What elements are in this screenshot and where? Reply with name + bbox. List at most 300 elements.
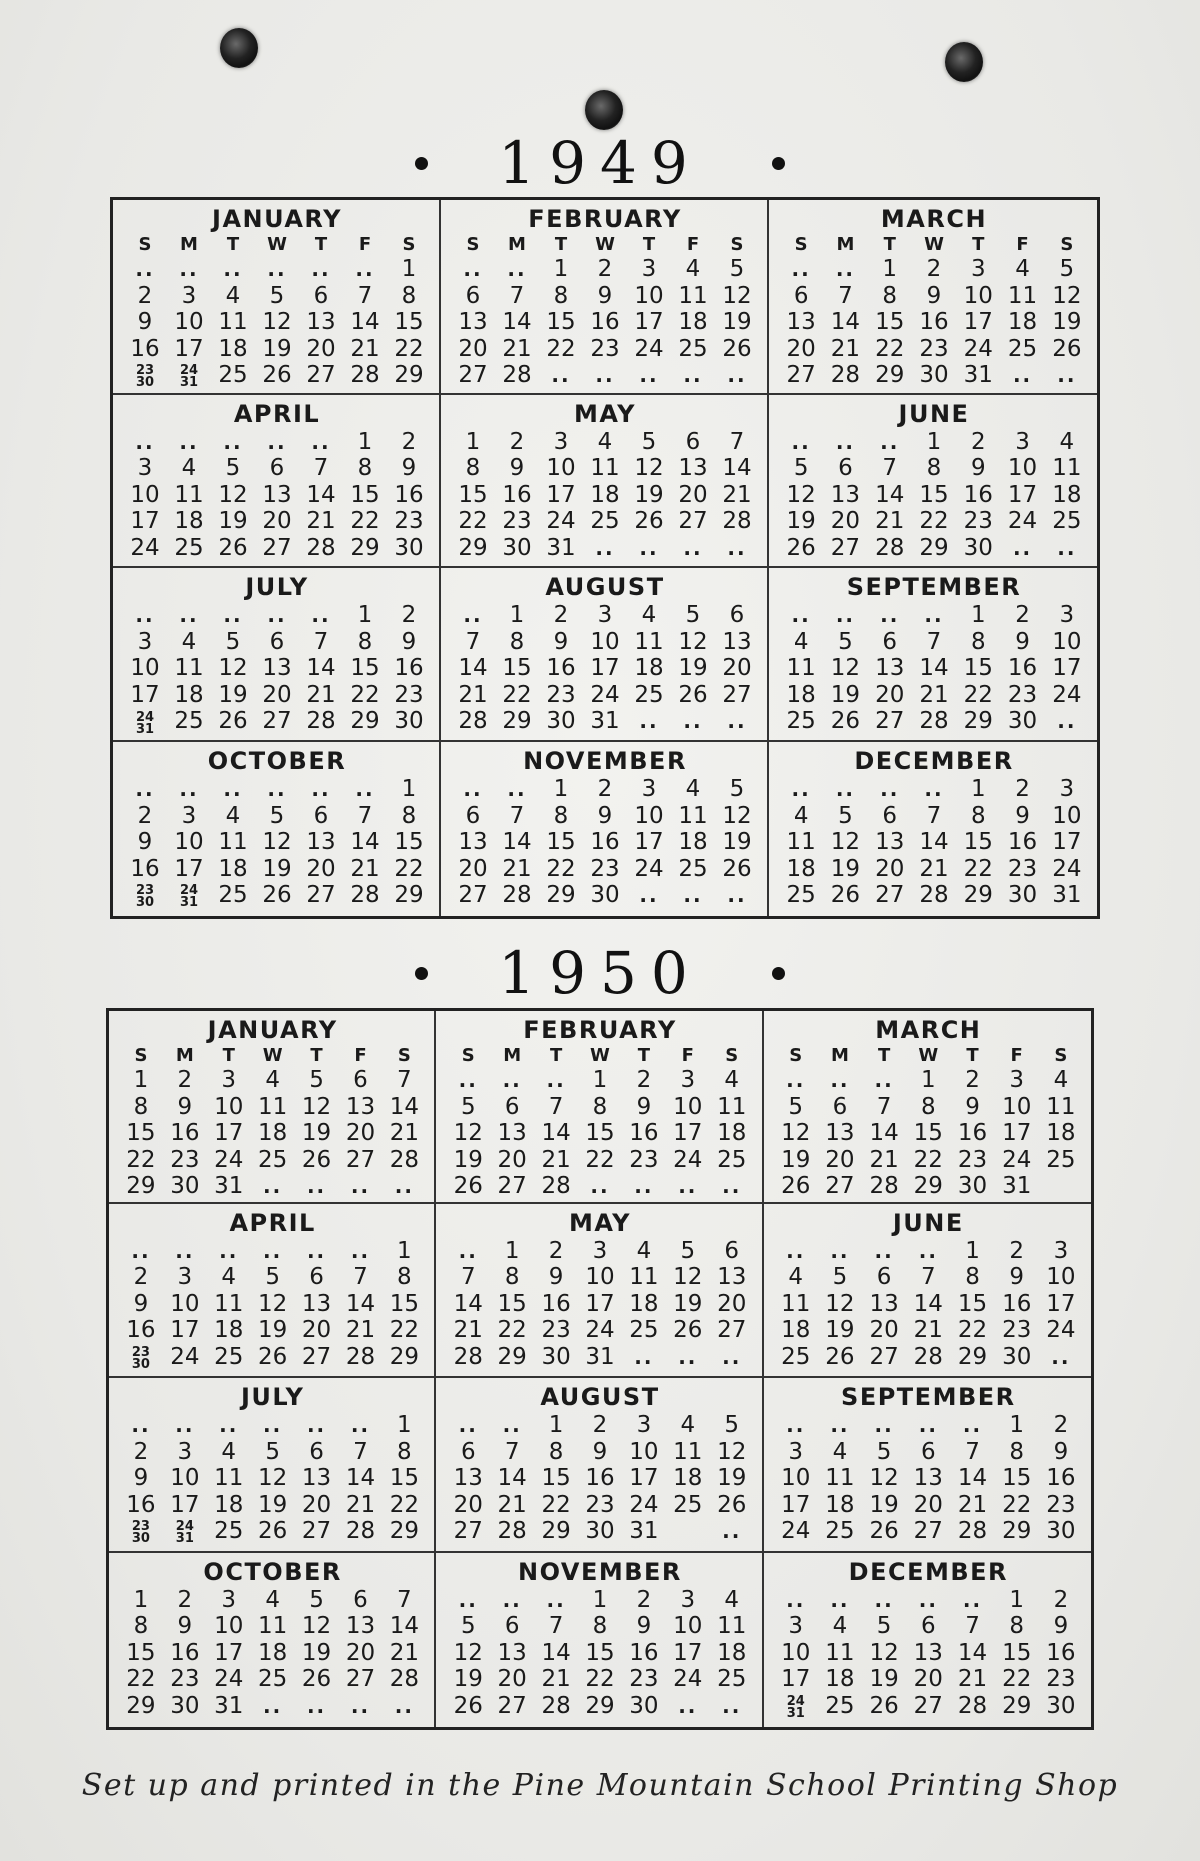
day-cell: 24 (1007, 508, 1038, 534)
month-july (113, 568, 441, 742)
day-cell: 9 (636, 1093, 652, 1120)
day-cell: 20 (301, 1491, 332, 1518)
day-cell: 23 (394, 508, 424, 534)
day-cell: 3 (553, 428, 569, 455)
day-cell: 12 (301, 1093, 332, 1120)
day-cell-blank: .. (874, 1413, 894, 1437)
day-cell: 3 (788, 1613, 804, 1639)
stacked-day: 30 (131, 1356, 150, 1372)
day-cell: 28 (957, 1692, 988, 1719)
day-cell-combined (167, 882, 211, 911)
day-cell: 2 (133, 1264, 149, 1290)
day-cell: 12 (262, 309, 292, 335)
day-cell: 4 (641, 602, 657, 629)
week-row (779, 882, 1089, 909)
day-cell: 20 (678, 481, 708, 508)
day-cell-blank: .. (918, 1238, 938, 1263)
day-cell: 25 (825, 1518, 855, 1544)
day-cell: 16 (1002, 1290, 1032, 1317)
month-name: MARCH (880, 205, 988, 233)
day-cell: 20 (301, 1317, 332, 1343)
day-cell-blank: .. (175, 1413, 195, 1437)
weekday-label: M (836, 234, 855, 255)
day-cell-blank: .. (722, 1174, 742, 1198)
month-name: OCTOBER (203, 1557, 342, 1586)
month-april (109, 1204, 436, 1379)
day-cell: 6 (269, 455, 285, 481)
day-cell-combined (123, 362, 167, 391)
day-cell-blank: .. (786, 1587, 806, 1612)
day-cell: 6 (313, 802, 329, 829)
day-cell: 31 (629, 1518, 659, 1544)
week-row (451, 629, 759, 656)
day-cell: 13 (497, 1639, 527, 1666)
day-cell: 8 (965, 1264, 980, 1290)
day-cell: 18 (1052, 481, 1082, 508)
day-cell-blank: .. (350, 1693, 371, 1718)
day-cell: 29 (350, 708, 380, 735)
day-cell-blank: .. (924, 603, 944, 628)
weekday-header (774, 1045, 1083, 1067)
month-february (436, 1011, 763, 1204)
day-cell-blank: .. (727, 709, 747, 734)
day-cell: 3 (597, 602, 613, 629)
day-cell: 1 (1009, 1412, 1025, 1438)
day-cell: 2 (636, 1586, 652, 1613)
day-cell-blank: .. (639, 883, 659, 908)
day-cell: 21 (389, 1120, 420, 1146)
day-cell: 25 (174, 708, 204, 735)
week-row (779, 682, 1089, 709)
day-cell: 21 (722, 481, 752, 508)
day-cell: 24 (634, 335, 664, 362)
day-cell: 26 (781, 1173, 811, 1199)
week-row (119, 1439, 426, 1466)
month-june (764, 1204, 1091, 1379)
day-cell: 14 (722, 455, 752, 481)
day-cell: 12 (453, 1639, 483, 1666)
day-cell: 27 (825, 1173, 855, 1199)
day-cell: 1 (1009, 1586, 1025, 1613)
day-cell: 19 (301, 1639, 332, 1666)
day-cell: 22 (502, 681, 532, 708)
week-row (123, 283, 431, 310)
day-cell-blank: .. (918, 1587, 938, 1612)
day-cell: 13 (301, 1465, 332, 1491)
week-row (119, 1147, 426, 1174)
day-cell: 3 (680, 1586, 696, 1613)
day-cell: 20 (345, 1120, 376, 1146)
day-cell: 29 (1002, 1692, 1032, 1719)
day-cell: 21 (345, 1317, 376, 1343)
day-cell: 5 (680, 1237, 696, 1264)
week-row (451, 455, 759, 482)
day-cell: 3 (970, 256, 986, 282)
day-cell-blank: .. (683, 363, 703, 387)
week-row (779, 856, 1089, 883)
day-cell: 17 (1052, 655, 1082, 682)
day-cell: 27 (717, 1317, 747, 1343)
day-cell: 10 (673, 1093, 703, 1120)
day-cell: 21 (502, 855, 532, 882)
weekday-label: W (262, 1045, 283, 1066)
day-cell-blank: .. (1057, 535, 1077, 560)
weekday-label: W (918, 1045, 939, 1066)
day-cell: 27 (497, 1692, 527, 1719)
day-cell: 19 (634, 481, 664, 508)
week-row (451, 882, 759, 909)
day-cell: 7 (882, 455, 898, 481)
week-row (451, 803, 759, 830)
day-cell: 30 (394, 708, 424, 735)
day-cell: 25 (786, 882, 816, 909)
day-cell: 18 (214, 1491, 244, 1518)
day-cell: 24 (585, 1317, 615, 1343)
day-cell: 20 (825, 1146, 855, 1173)
day-cell: 30 (963, 534, 993, 561)
day-cell-blank: .. (551, 363, 571, 387)
week-row (119, 1640, 426, 1667)
week-row (779, 655, 1089, 682)
year-grid-1950 (106, 1008, 1094, 1730)
day-cell-blank: .. (786, 1238, 806, 1263)
day-cell: 28 (350, 882, 380, 909)
day-cell: 9 (592, 1438, 608, 1465)
month-november (441, 742, 769, 916)
day-cell: 16 (170, 1639, 200, 1666)
weekday-label: S (461, 1045, 475, 1066)
week-row (779, 309, 1089, 336)
day-cell-blank: .. (131, 1413, 151, 1437)
day-cell: 24 (546, 508, 576, 534)
week-row (119, 1518, 426, 1547)
year-grid-1949 (110, 197, 1100, 919)
day-cell: 7 (876, 1093, 892, 1120)
day-cell: 29 (585, 1692, 615, 1719)
day-cell: 1 (548, 1412, 564, 1438)
day-cell: 2 (401, 602, 417, 629)
day-cell: 22 (963, 855, 993, 882)
day-cell-blank: .. (634, 1344, 654, 1369)
day-cell: 5 (838, 802, 853, 829)
day-cell: 5 (724, 1412, 740, 1438)
weekday-label: T (549, 1045, 563, 1066)
day-cell: 7 (357, 282, 373, 309)
punch-hole-center (585, 90, 623, 130)
month-name: SEPTEMBER (841, 1383, 1016, 1411)
day-cell: 17 (214, 1120, 244, 1146)
day-cell: 17 (963, 309, 993, 335)
month-july (109, 1378, 436, 1553)
day-cell: 25 (214, 1343, 244, 1370)
day-cell: 4 (680, 1412, 696, 1438)
day-cell: 6 (504, 1613, 520, 1639)
day-cell: 8 (553, 802, 569, 829)
weekday-header (779, 234, 1089, 256)
day-cell: 10 (174, 829, 204, 856)
day-cell: 14 (453, 1290, 483, 1317)
day-cell: 16 (126, 1491, 156, 1518)
day-cell: 16 (546, 655, 576, 682)
day-cell-blank: .. (502, 1068, 522, 1092)
day-cell: 29 (126, 1692, 156, 1719)
day-cell: 13 (497, 1120, 527, 1146)
day-cell: 15 (546, 309, 576, 335)
day-cell: 24 (963, 335, 993, 362)
day-cell: 28 (541, 1692, 571, 1719)
day-cell: 13 (913, 1465, 943, 1491)
day-cell-blank: .. (880, 777, 900, 802)
day-cell: 9 (401, 628, 417, 655)
week-row (451, 362, 759, 389)
week-row (119, 1238, 426, 1265)
day-cell: 11 (678, 802, 708, 829)
day-cell: 25 (717, 1146, 747, 1173)
day-cell: 7 (548, 1613, 564, 1639)
day-cell: 26 (722, 855, 752, 882)
day-cell: 27 (458, 362, 488, 388)
day-cell: 9 (133, 1290, 149, 1317)
day-cell: 28 (389, 1146, 420, 1173)
day-cell: 10 (634, 802, 664, 829)
day-cell: 24 (1052, 681, 1082, 708)
weekday-header (446, 1045, 753, 1067)
month-name: FEBRUARY (528, 205, 682, 233)
day-cell: 21 (497, 1491, 527, 1518)
day-cell: 5 (641, 428, 657, 455)
day-cell-blank: .. (306, 1413, 327, 1437)
day-cell: 30 (1007, 882, 1038, 909)
day-cell-blank: .. (458, 1413, 478, 1437)
day-cell: 9 (926, 282, 942, 309)
day-cell: 5 (1059, 256, 1075, 282)
week-row (779, 535, 1089, 562)
day-cell-blank: .. (830, 1587, 850, 1612)
day-cell-blank: .. (874, 1587, 894, 1612)
day-cell: 4 (788, 1264, 804, 1290)
day-cell: 8 (882, 282, 898, 309)
week-row (774, 1492, 1083, 1519)
day-cell: 14 (350, 829, 380, 856)
day-cell-blank: .. (263, 1693, 283, 1718)
month-january (113, 200, 441, 395)
day-cell: 1 (465, 428, 481, 455)
day-cell: 11 (258, 1093, 288, 1120)
day-cell: 4 (181, 455, 197, 481)
day-cell: 5 (269, 802, 285, 829)
day-cell: 29 (546, 882, 576, 909)
day-cell: 26 (218, 708, 248, 735)
day-cell: 2 (597, 776, 613, 803)
day-cell: 26 (678, 681, 708, 708)
month-march (764, 1011, 1091, 1204)
day-cell: 28 (345, 1343, 376, 1370)
weekday-label: W (590, 1045, 610, 1066)
day-cell-blank: .. (179, 257, 199, 281)
week-row (451, 256, 759, 283)
month-october (113, 742, 441, 916)
day-cell: 27 (875, 708, 905, 735)
day-cell: 27 (497, 1173, 527, 1199)
day-cell: 14 (389, 1613, 420, 1639)
day-cell: 21 (453, 1317, 483, 1343)
day-cell: 7 (397, 1586, 412, 1613)
day-cell: 28 (913, 1343, 943, 1370)
day-cell: 7 (460, 1264, 476, 1290)
day-cell: 4 (221, 1264, 237, 1290)
day-cell: 15 (126, 1639, 156, 1666)
day-cell: 26 (634, 508, 664, 534)
stacked-day: 24 (786, 1693, 805, 1709)
day-cell: 6 (882, 628, 898, 655)
day-cell: 25 (786, 708, 816, 735)
week-row (446, 1067, 753, 1094)
day-cell: 27 (345, 1146, 376, 1173)
week-row (451, 309, 759, 336)
week-row (774, 1666, 1083, 1693)
day-cell: 27 (301, 1343, 332, 1370)
day-cell: 6 (724, 1237, 740, 1264)
day-cell-blank: .. (135, 777, 155, 802)
day-cell: 5 (788, 1093, 804, 1120)
day-cell: 15 (350, 655, 380, 682)
day-cell-blank: .. (267, 257, 287, 281)
week-row (446, 1291, 753, 1318)
weekday-label: T (642, 234, 656, 255)
day-cell: 3 (788, 1438, 804, 1465)
day-cell: 26 (453, 1692, 483, 1719)
day-cell: 26 (673, 1317, 703, 1343)
week-row (451, 776, 759, 803)
day-cell: 1 (357, 428, 373, 455)
day-cell: 23 (590, 335, 620, 362)
weekday-label: T (966, 1045, 979, 1066)
day-cell-blank: .. (727, 883, 747, 908)
day-cell: 9 (509, 455, 525, 481)
day-cell: 5 (225, 628, 241, 655)
day-cell: 18 (174, 508, 204, 534)
day-cell: 7 (509, 282, 525, 309)
month-name: APRIL (233, 399, 321, 428)
day-cell: 27 (678, 508, 708, 534)
day-cell: 19 (218, 508, 248, 534)
day-cell: 10 (781, 1465, 811, 1491)
day-cell: 16 (957, 1120, 988, 1146)
day-cell: 24 (673, 1146, 703, 1173)
day-cell: 10 (1052, 628, 1082, 655)
weekday-label: T (222, 1045, 235, 1066)
day-cell-blank: .. (311, 777, 331, 802)
day-cell-blank: .. (835, 603, 856, 628)
week-row (123, 508, 431, 535)
day-cell: 19 (262, 335, 292, 362)
week-row (123, 882, 431, 911)
week-row (779, 283, 1089, 310)
day-cell: 20 (875, 681, 905, 708)
day-cell: 12 (717, 1438, 747, 1465)
day-cell-blank: .. (502, 1587, 522, 1612)
day-cell: 14 (306, 481, 336, 508)
weekday-label: M (830, 1045, 849, 1066)
day-cell: 15 (502, 655, 532, 682)
day-cell: 26 (301, 1146, 332, 1173)
day-cell-blank: .. (463, 603, 483, 628)
day-cell-blank: .. (835, 429, 856, 454)
day-cell: 7 (965, 1438, 980, 1465)
day-cell-blank: .. (590, 1174, 610, 1198)
day-cell-blank: .. (639, 363, 659, 387)
day-cell: 24 (629, 1491, 659, 1518)
day-cell: 20 (913, 1666, 943, 1692)
day-cell: 7 (357, 802, 373, 829)
day-cell: 29 (389, 1343, 420, 1370)
month-name: AUGUST (540, 1383, 660, 1411)
day-cell: 19 (830, 681, 861, 708)
day-cell: 23 (1007, 681, 1038, 708)
day-cell: 16 (130, 855, 160, 882)
day-cell: 5 (729, 256, 745, 282)
day-cell: 4 (1053, 1067, 1069, 1093)
day-cell: 19 (830, 855, 861, 882)
weekday-label: W (595, 234, 615, 255)
day-cell: 22 (126, 1146, 156, 1173)
day-cell-blank: .. (786, 1413, 806, 1437)
day-cell-blank: .. (223, 429, 243, 454)
week-row (774, 1439, 1083, 1466)
day-cell: 7 (465, 628, 481, 655)
day-cell: 29 (1002, 1518, 1032, 1544)
day-cell-blank: .. (267, 429, 287, 454)
day-cell: 26 (1052, 335, 1082, 362)
month-december (764, 1553, 1091, 1728)
day-cell: 26 (722, 335, 752, 362)
day-cell: 1 (882, 256, 898, 282)
day-cell: 23 (1046, 1491, 1076, 1518)
day-cell: 22 (458, 508, 488, 534)
day-cell: 14 (458, 655, 488, 682)
day-cell: 9 (177, 1613, 193, 1639)
day-cell: 22 (541, 1491, 571, 1518)
weekday-label: W (924, 234, 944, 255)
week-row (451, 283, 759, 310)
day-cell: 11 (678, 282, 708, 309)
day-cell: 16 (502, 481, 532, 508)
day-cell: 25 (590, 508, 620, 534)
day-cell: 16 (1007, 829, 1038, 856)
day-cell: 17 (634, 309, 664, 335)
week-row (774, 1317, 1083, 1344)
day-cell: 18 (214, 1317, 244, 1343)
day-cell: 15 (957, 1290, 988, 1317)
day-cell: 28 (345, 1518, 376, 1544)
bullet-icon (415, 157, 428, 170)
week-row (779, 829, 1089, 856)
day-cell: 2 (548, 1237, 564, 1264)
day-cell: 25 (673, 1491, 703, 1518)
day-cell: 23 (629, 1146, 659, 1173)
day-cell: 17 (130, 508, 160, 534)
day-cell: 15 (350, 481, 380, 508)
day-cell-blank: .. (355, 257, 375, 281)
day-cell: 29 (126, 1173, 156, 1199)
day-cell: 19 (722, 309, 752, 335)
day-cell: 22 (350, 508, 380, 534)
day-cell: 22 (546, 855, 576, 882)
day-cell: 29 (541, 1518, 571, 1544)
day-cell: 19 (453, 1666, 483, 1692)
day-cell: 11 (634, 628, 664, 655)
day-cell: 29 (963, 882, 993, 909)
